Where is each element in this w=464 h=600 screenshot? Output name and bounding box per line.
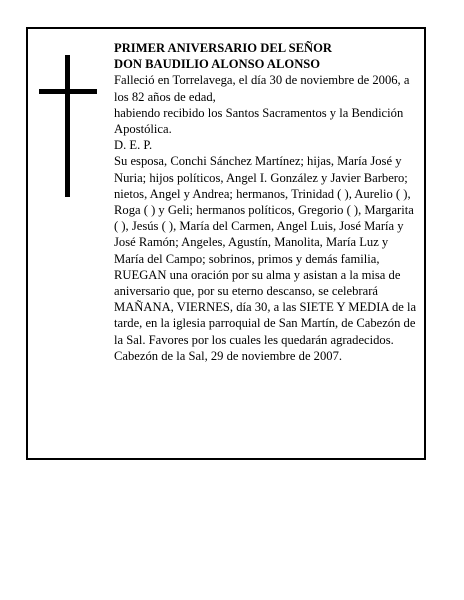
cross-horizontal-bar xyxy=(39,89,97,94)
title-line-2: DON BAUDILIO ALONSO ALONSO xyxy=(114,57,321,72)
sacraments-text: habiendo recibido los Santos Sacramentos y la Bendición Apostólica. xyxy=(114,105,404,137)
title-line-1: PRIMER ANIVERSARIO DEL SEÑOR xyxy=(114,41,332,55)
obituary-text xyxy=(114,40,420,364)
death-info: Falleció en Torrelavega, el día 30 de noviembre de 2006, a los 82 años de edad, xyxy=(114,73,410,104)
cross-vertical-bar xyxy=(65,55,70,197)
cross-icon xyxy=(39,55,97,197)
obituary-frame xyxy=(26,27,426,460)
family-text: Su esposa, Conchi Sánchez Martínez; hijas, María José y Nuria; hijos políticos, Angel I. González y Javier Barbero; nietos, Angel y Andrea; hermanos, Trinidad ( ), Aurelio ( ), Roga ( ) y Geli; hermanos políticos, Gregorio ( ), Margarita ( ), Jesús ( ), María del Carmen, Angel Luis, José María y José Ramón; Angeles, Agustín, Manolita, María Luz y María del Campo; sobrinos, primos y demás familia, xyxy=(114,154,414,266)
rip-text: D. E. P. xyxy=(114,138,153,153)
request-text: RUEGAN una oración por su alma y asistan a la misa de aniversario que, por su eterno descanso, se celebrará MAÑANA, VIERNES, día 30, a las SIETE Y MEDIA de la tarde, en la iglesia parroquial de San Martín, de Cabezón de la Sal. Favores por los cuales les quedarán agradecidos. xyxy=(114,267,417,347)
place-date: Cabezón de la Sal, 29 de noviembre de 2007. xyxy=(114,348,343,363)
